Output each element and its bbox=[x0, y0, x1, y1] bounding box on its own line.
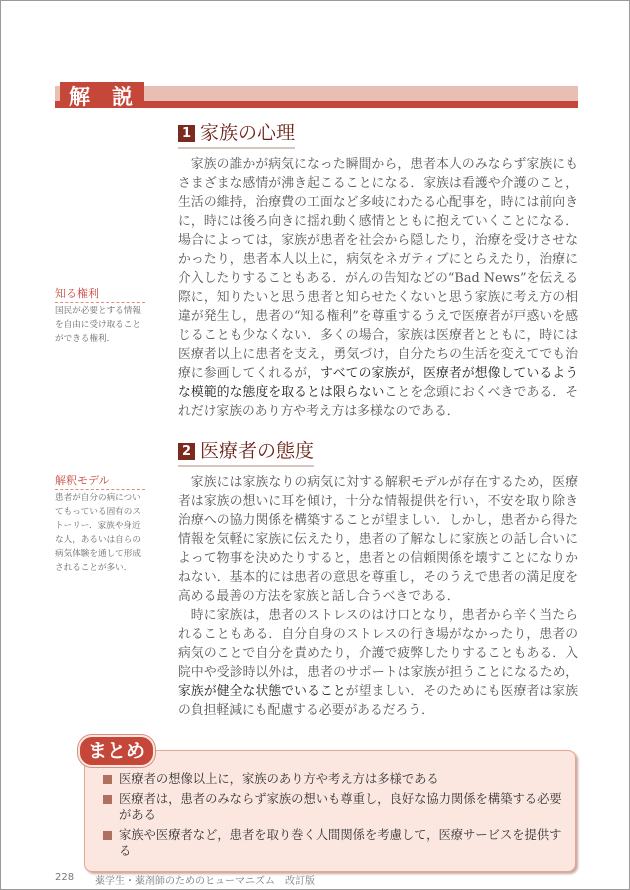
emphasis-text: すべての家族が，医療者が想像しているような模範的な態度を取るとは限らない bbox=[178, 366, 579, 400]
text-segment: ことを念頭におくべきである．それだけ家族のあり方や考え方は多様なのである． bbox=[178, 385, 579, 419]
page-number: 228 bbox=[55, 871, 75, 883]
emphasis-text: 家族が健全な状態でいること bbox=[178, 684, 346, 699]
side-note-term: 解釈モデル bbox=[55, 472, 145, 490]
section-title: 医療者の態度 bbox=[200, 440, 315, 462]
section-heading-2 bbox=[178, 439, 314, 467]
section-title: 家族の心理 bbox=[200, 122, 296, 144]
banner-title-char: 説 bbox=[112, 85, 133, 109]
side-note-term: 知る権利 bbox=[55, 285, 145, 303]
section-1-body bbox=[178, 155, 578, 421]
top-spacer bbox=[55, 0, 578, 121]
section-2-body bbox=[178, 473, 578, 720]
paragraph bbox=[178, 606, 578, 720]
summary-item bbox=[101, 827, 567, 860]
summary-list bbox=[101, 771, 567, 860]
summary-item-text: 医療者の想像以上に，家族のあり方や考え方は多様である bbox=[119, 772, 439, 786]
section-heading-1 bbox=[178, 121, 295, 149]
side-note-kaishaku-model bbox=[55, 472, 145, 575]
text-segment: が望ましい．そのためにも医療者は家族の負担軽減にも配慮する必要があるだろう． bbox=[178, 684, 579, 718]
banner-title-char: 解 bbox=[69, 85, 90, 109]
square-bullet-icon bbox=[103, 795, 112, 804]
section-2 bbox=[55, 439, 579, 720]
summary-item-text: 医療者は，患者のみならず家族の想いも尊重し，良好な協力関係を構築する必要がある bbox=[119, 791, 562, 822]
footer bbox=[55, 872, 578, 887]
text-segment: 時に家族は，患者のストレスのはけ口となり，患者から辛く当たられることもある．自分自身のストレスの行き場がなかったり，患者の病気のことで自分を責めたり，介護で疲弊したりすることもある．入院中や受診時以外は，患者のサポートは家族が担うことになるため， bbox=[178, 608, 578, 680]
paragraph bbox=[178, 155, 578, 421]
summary-box bbox=[84, 740, 576, 872]
summary-item-text: 家族や医療者など，患者を取り巻く人間関係を考慮して，医療サービスを提供する bbox=[119, 827, 562, 858]
side-note-shiru-kenri bbox=[55, 285, 145, 346]
section-1 bbox=[55, 121, 579, 421]
page-content bbox=[55, 0, 578, 890]
square-bullet-icon bbox=[103, 775, 112, 784]
summary-label: まとめ bbox=[78, 735, 155, 767]
side-note-definition: 患者が自分の病についてもっている固有のストーリー．家族や身近な人，あるいは自らの病気体験を通して形成されることが多い． bbox=[55, 493, 141, 573]
book-title: 薬学生・薬剤師のためのヒューマニズム 改訂版 bbox=[95, 875, 315, 887]
section-number: 2 bbox=[178, 443, 195, 460]
side-note-definition: 国民が必要とする情報を自由に受け取ることができる権利． bbox=[55, 306, 141, 344]
section-number: 1 bbox=[178, 125, 195, 142]
square-bullet-icon bbox=[103, 831, 112, 840]
text-segment: 家族の誰かが病気になった瞬間から，患者本人のみならず家族にもさまざまな感情が沸き起こることになる．家族は看護や介護のこと，生活の維持，治療費の工面など多岐にわたる心配事を，時には前向きに，時には後ろ向きに揺れ動く感情とともに抱えていくことになる．場合によっては，家族が患者を社会から隠したり，治療を受けさせなかったり，患者本人以上に，病気をネガティブにとらえたり，治療に介入したりすることもある．がんの告知などの“Bad News”を伝える際に，知りたいと思う患者と知らせたくないと思う家族に考え方の相違が発生し，患者の“知る権利”を尊重するうえで医療者が戸惑いを感じることも少なくない．多くの場合，家族は医療者とともに，時には医療者以上に患者を支え，勇気づけ，自分たちの生活を変えてでも治療に参画してくれるが， bbox=[178, 157, 578, 381]
paragraph bbox=[178, 473, 578, 606]
text-segment: 家族には家族なりの病気に対する解釈モデルが存在するため，医療者は家族の想いに耳を傾け，十分な情報提供を行い，不安を取り除き治療への協力関係を構築することが望ましい．しかし，患者から得た情報を気軽に家族に伝えたり，患者の了解なしに家族との話し合いによって物事を決めたりすると，患者との信頼関係を壊すことになりかねない．基本的には患者の意思を尊重し，そのうえで患者の満足度を高める最善の方法を家族と話し合うべきである． bbox=[178, 475, 578, 604]
summary-item bbox=[101, 771, 567, 788]
summary-item bbox=[101, 791, 567, 824]
